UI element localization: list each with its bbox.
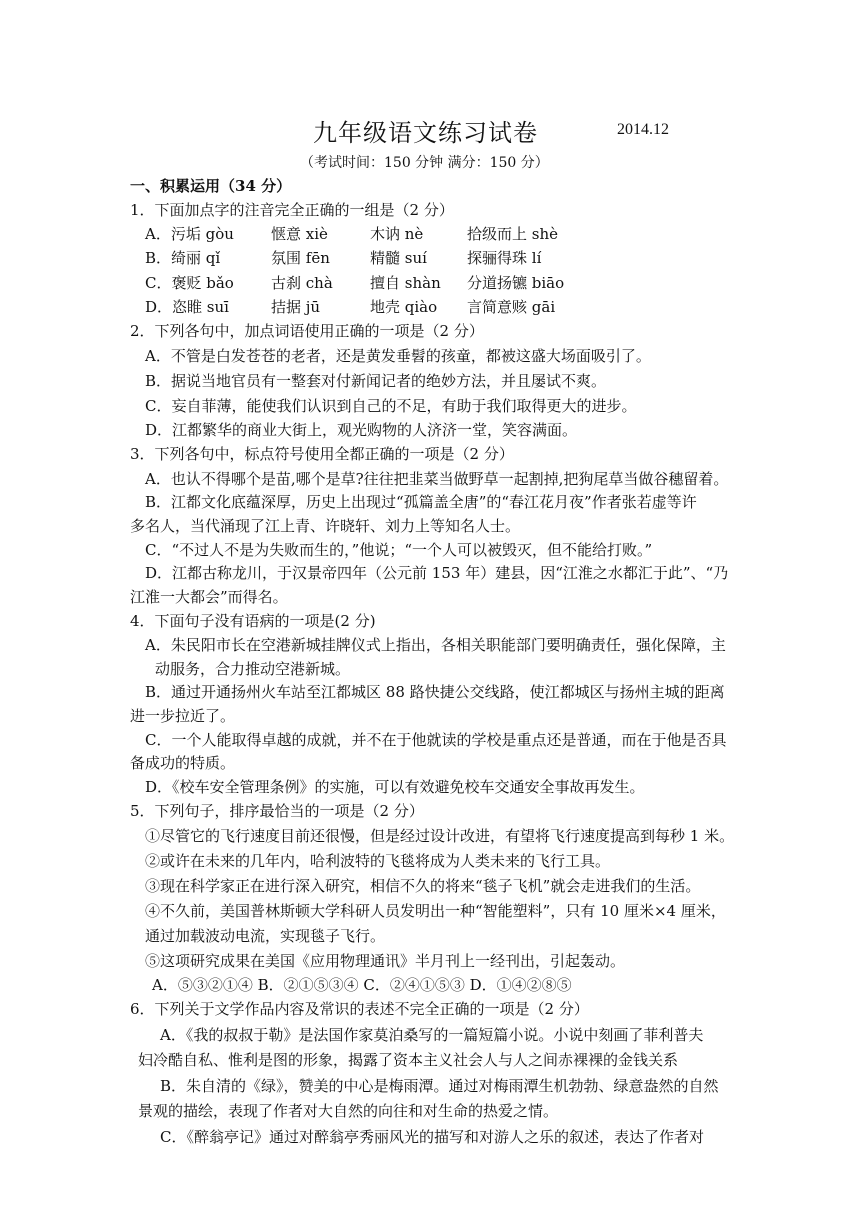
- option-text: B．通过开通扬州火车站至江都城区 88 路快捷公交线路，使江都城区与扬州主城的距离: [145, 683, 725, 701]
- option-text: 备成功的特质。: [130, 754, 236, 772]
- question-stem: 5．下列句子，排序最恰当的一项是（2 分）: [130, 802, 424, 820]
- option-item: 擅自 shàn: [370, 274, 441, 292]
- option-text: 景观的描绘，表现了作者对大自然的向往和对生命的热爱之情。: [138, 1102, 559, 1120]
- option-text: C．“不过人不是为失败而生的，”他说；“一个人可以被毁灭，但不能给打败。”: [145, 541, 653, 559]
- option-item: 氛围 fēn: [271, 249, 330, 267]
- question-stem: 6．下列关于文学作品内容及常识的表述不完全正确的一项是（2 分）: [130, 1000, 589, 1018]
- option-item: 地壳 qiào: [370, 298, 438, 316]
- sentence-item: ③现在科学家正在进行深入研究，相信不久的将来“毯子飞机”就会走进我们的生活。: [145, 877, 701, 895]
- question-stem: 2．下列各句中，加点词语使用正确的一项是（2 分）: [130, 322, 484, 340]
- exam-info: （考试时间：150 分钟 满分：150 分）: [300, 155, 549, 171]
- section-heading: 一、积累运用（34 分）: [130, 177, 292, 195]
- option-text: A．不管是白发苍苍的老者，还是黄发垂髫的孩童，都被这盛大场面吸引了。: [145, 347, 651, 365]
- option-item: 拾级而上 shè: [467, 225, 559, 243]
- option-item: 精髓 suí: [370, 249, 427, 267]
- option-text: D．江都古称龙川，于汉景帝四年（公元前 153 年）建县，因“江淮之水都汇于此”、“乃: [145, 564, 729, 582]
- option-item: 分道扬镳 biāo: [467, 274, 565, 292]
- option-text: D．《校车安全管理条例》的实施，可以有效避免校车交通安全事故再发生。: [145, 778, 645, 796]
- option-text: C．妄自菲薄，能使我们认识到自己的不足，有助于我们取得更大的进步。: [145, 397, 637, 415]
- question-stem: 4．下面句子没有语病的一项是(2 分): [130, 612, 376, 630]
- option-item: 探骊得珠 lí: [467, 249, 542, 267]
- answer-options: A．⑤③②①④ B．②①⑤③④ C．②④①⑤③ D．①④②⑧⑤: [152, 976, 572, 994]
- option-text: B．据说当地官员有一整套对付新闻记者的绝妙方法，并且屡试不爽。: [145, 372, 607, 390]
- option-text: 进一步拉近了。: [130, 707, 236, 725]
- question-stem: 1．下面加点字的注音完全正确的一组是（2 分）: [130, 201, 454, 219]
- option-item: 古刹 chà: [271, 274, 333, 292]
- option-text: D．江都繁华的商业大街上，观光购物的人济济一堂，笑容满面。: [145, 421, 578, 439]
- option-item: 言简意赅 gāi: [467, 298, 556, 316]
- option-text: 多名人，当代涌现了江上青、许晓轩、刘力上等知名人士。: [130, 517, 521, 535]
- question-stem: 3．下列各句中，标点符号使用全都正确的一项是（2 分）: [130, 445, 514, 463]
- option-text: 动服务，合力推动空港新城。: [155, 660, 351, 678]
- sentence-item: ④不久前，美国普林斯顿大学科研人员发明出一种“智能塑料”，只有 10 厘米×4 厘米，: [145, 902, 726, 920]
- option-item: 惬意 xiè: [271, 225, 328, 243]
- option-text: A．朱民阳市长在空港新城挂牌仪式上指出，各相关职能部门要明确责任，强化保障，主: [145, 636, 726, 654]
- option-text: C．一个人能取得卓越的成就，并不在于他就读的学校是重点还是普通，而在于他是否具: [145, 731, 727, 749]
- option-item: A．污垢 gòu: [145, 225, 234, 243]
- option-text: A．《我的叔叔于勒》是法国作家莫泊桑写的一篇短篇小说。小说中刻画了菲利普夫: [160, 1026, 704, 1044]
- sentence-item: ①尽管它的飞行速度目前还很慢，但是经过设计改进，有望将飞行速度提高到每秒 1 米。: [145, 827, 735, 845]
- sentence-item: ②或许在未来的几年内，哈利波特的飞毯将成为人类未来的飞行工具。: [145, 852, 611, 870]
- page-title: 九年级语文练习试卷: [313, 119, 538, 147]
- option-item: B．绮丽 qǐ: [145, 249, 221, 267]
- option-text: B．朱自清的《绿》，赞美的中心是梅雨潭。通过对梅雨潭生机勃勃、绿意盎然的自然: [160, 1077, 719, 1095]
- option-item: 拮据 jū: [271, 298, 321, 316]
- option-text: B．江都文化底蕴深厚，历史上出现过“孤篇盖全唐”的“春江花月夜”作者张若虚等许: [145, 493, 697, 511]
- option-item: C．褒贬 bǎo: [145, 274, 234, 292]
- option-item: D．恣睢 suī: [145, 298, 229, 316]
- sentence-item: 通过加载波动电流，实现毯子飞行。: [145, 927, 386, 945]
- exam-date: 2014.12: [617, 121, 669, 138]
- sentence-item: ⑤这项研究成果在美国《应用物理通讯》半月刊上一经刊出，引起轰动。: [145, 952, 626, 970]
- option-text: 妇冷酷自私、惟利是图的形象，揭露了资本主义社会人与人之间赤裸裸的金钱关系: [138, 1051, 679, 1069]
- option-text: C．《醉翁亭记》通过对醉翁亭秀丽风光的描写和对游人之乐的叙述，表达了作者对: [160, 1128, 704, 1146]
- option-text: 江淮一大都会”而得名。: [130, 588, 288, 606]
- option-item: 木讷 nè: [370, 225, 424, 243]
- title-row: [0, 113, 860, 147]
- option-text: A．也认不得哪个是苗,哪个是草?往往把韭菜当做野草一起割掉,把狗尾草当做谷穗留着。: [145, 470, 729, 488]
